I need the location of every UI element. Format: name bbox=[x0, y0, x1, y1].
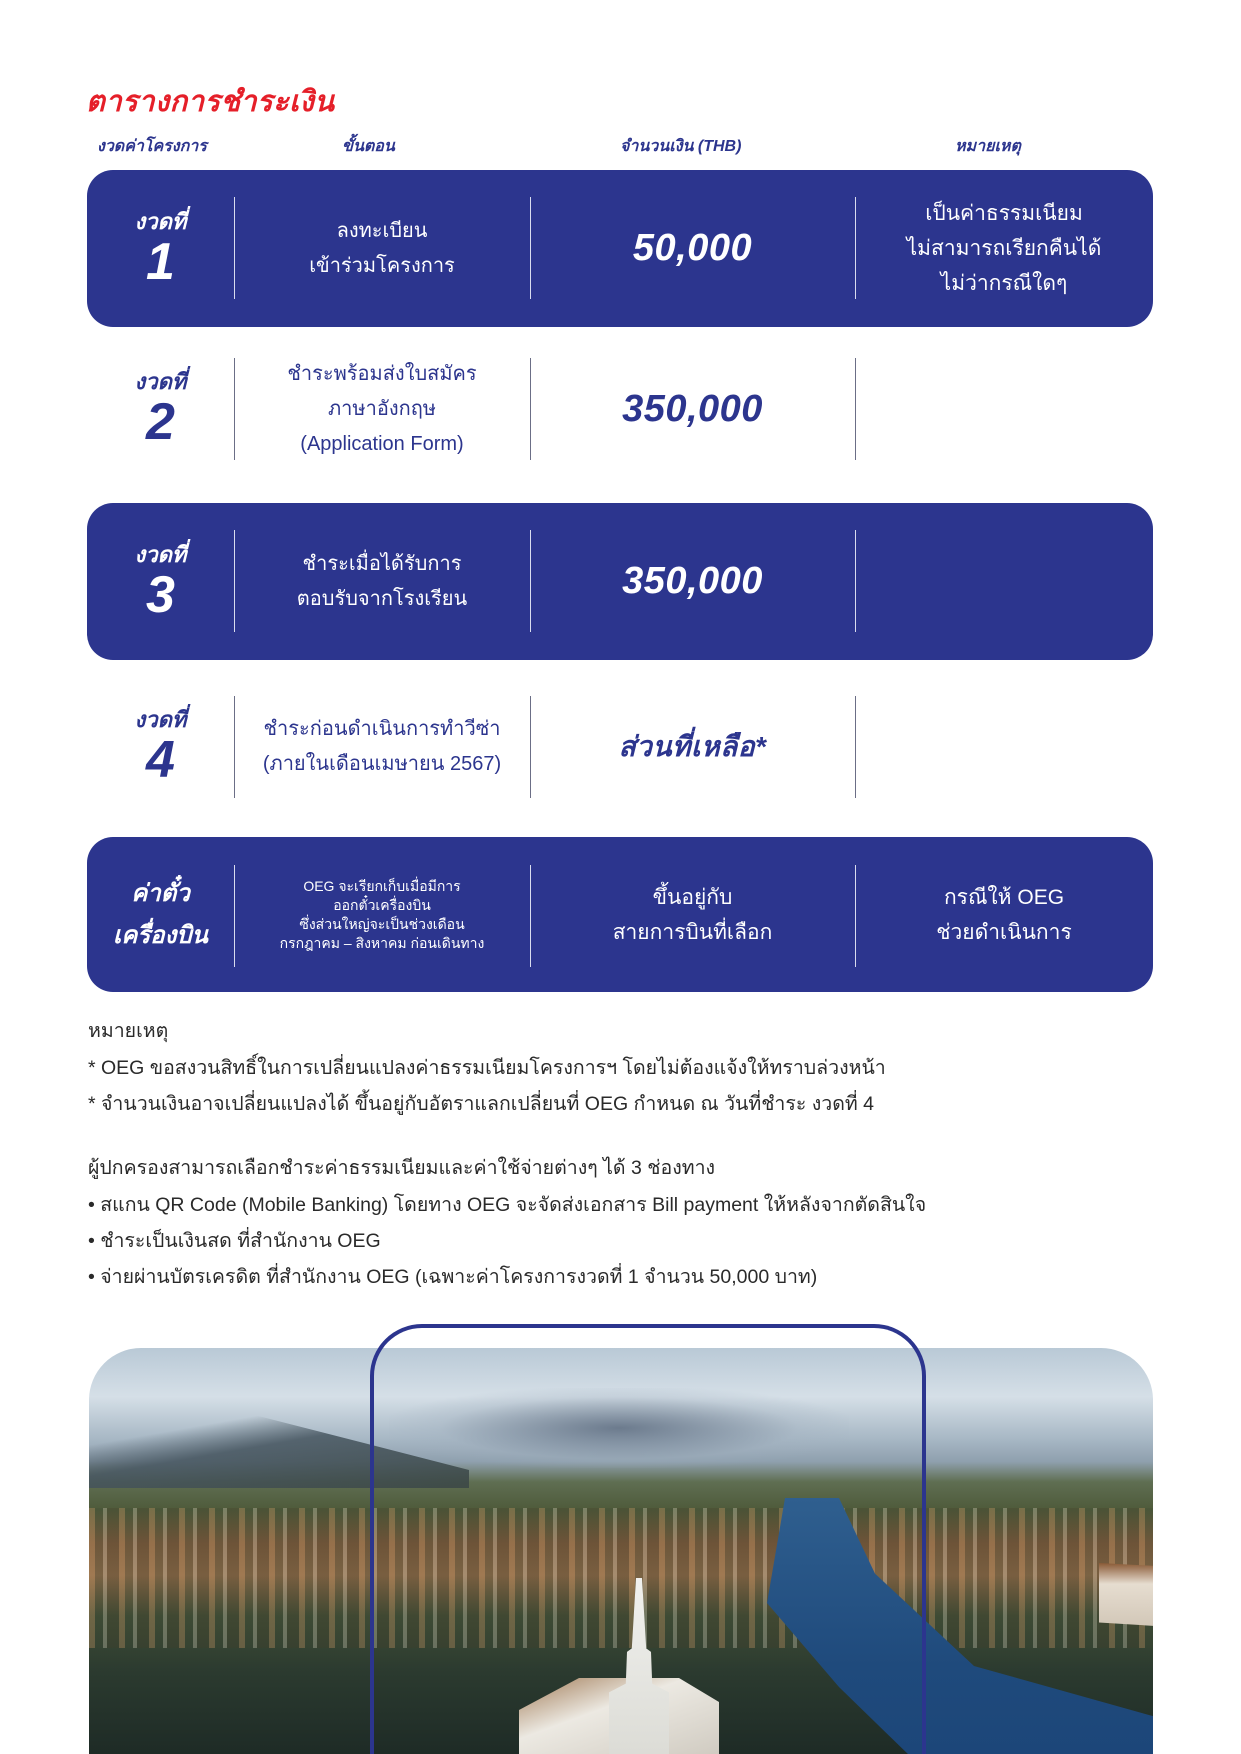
payment-heading: ผู้ปกครองสามารถเลือกชำระค่าธรรมเนียมและค่าใช้จ่ายต่างๆ ได้ 3 ช่องทาง bbox=[88, 1157, 716, 1179]
decorative-frame-outline bbox=[370, 1324, 926, 1754]
amount-value: 50,000 bbox=[632, 227, 753, 269]
amount-cell bbox=[530, 356, 855, 462]
step-line: ชำระก่อนดำเนินการทำวีซ่า bbox=[263, 718, 501, 740]
amount-cell bbox=[530, 694, 855, 800]
amount-value: 350,000 bbox=[622, 560, 763, 602]
step-cell bbox=[234, 170, 530, 327]
amount-line: สายการบินที่เลือก bbox=[612, 920, 773, 944]
step-line: (Application Form) bbox=[300, 432, 464, 455]
step-line: ภาษาอังกฤษ bbox=[327, 397, 436, 420]
installment-row-1 bbox=[87, 170, 1153, 327]
notes-heading: หมายเหตุ bbox=[88, 1020, 169, 1042]
header-installment: งวดค่าโครงการ bbox=[97, 138, 207, 155]
payment-method: • จ่ายผ่านบัตรเครดิต ที่สำนักงาน OEG (เฉพาะค่าโครงการงวดที่ 1 จำนวน 50,000 บาท) bbox=[88, 1266, 818, 1288]
header-step: ขั้นตอน bbox=[342, 138, 395, 155]
amount-cell bbox=[530, 837, 855, 992]
remark-cell bbox=[855, 170, 1153, 327]
installment-label: งวดที่ bbox=[134, 369, 187, 394]
step-cell bbox=[234, 503, 530, 660]
step-line: ชำระเมื่อได้รับการ bbox=[302, 552, 462, 575]
payment-method: • สแกน QR Code (Mobile Banking) โดยทาง OEG จะจัดส่งเอกสาร Bill payment ให้หลังจากตัดสินใจ bbox=[88, 1194, 927, 1216]
remark-line: เป็นค่าธรรมเนียม bbox=[925, 202, 1083, 225]
installment-row-3 bbox=[87, 503, 1153, 660]
step-line: ตอบรับจากโรงเรียน bbox=[296, 587, 468, 610]
step-line: OEG จะเรียกเก็บเมื่อมีการ bbox=[303, 877, 461, 894]
installment-cell bbox=[87, 170, 234, 327]
step-cell bbox=[234, 356, 530, 462]
step-line: (ภายในเดือนเมษายน 2567) bbox=[262, 753, 502, 775]
amount-cell bbox=[530, 170, 855, 327]
airfare-label-line: เครื่องบิน bbox=[113, 921, 208, 949]
airfare-label-line: ค่าตั๋ว bbox=[131, 879, 190, 907]
installment-number: 3 bbox=[146, 565, 175, 624]
remark-line: ช่วยดำเนินการ bbox=[936, 920, 1072, 944]
remark-line: กรณีให้ OEG bbox=[943, 885, 1065, 909]
remark-line: ไม่ว่ากรณีใดๆ bbox=[940, 272, 1068, 295]
amount-value: ส่วนที่เหลือ* bbox=[618, 731, 767, 762]
payment-method: • ชำระเป็นเงินสด ที่สำนักงาน OEG bbox=[88, 1230, 381, 1252]
installment-row-4 bbox=[87, 694, 1153, 800]
installment-label: งวดที่ bbox=[134, 208, 187, 234]
amount-line: ขึ้นอยู่กับ bbox=[652, 885, 733, 909]
amount-cell bbox=[530, 503, 855, 660]
installment-number: 1 bbox=[146, 232, 175, 291]
note-item: * จำนวนเงินอาจเปลี่ยนแปลงได้ ขึ้นอยู่กับอัตราแลกเปลี่ยนที่ OEG กำหนด ณ วันที่ชำระ งวดที่ 4 bbox=[88, 1093, 874, 1115]
installment-number: 4 bbox=[146, 731, 175, 789]
step-cell bbox=[234, 837, 530, 992]
step-line: กรกฎาคม – สิงหาคม ก่อนเดินทาง bbox=[279, 934, 485, 951]
airfare-row bbox=[87, 837, 1153, 992]
installment-number: 2 bbox=[146, 393, 175, 451]
page-title: ตารางการชำระเงิน bbox=[86, 86, 335, 118]
remark-cell bbox=[855, 694, 1153, 800]
note-item: * OEG ขอสงวนสิทธิ์ในการเปลี่ยนแปลงค่าธรรมเนียมโครงการฯ โดยไม่ต้องแจ้งให้ทราบล่วงหน้า bbox=[88, 1057, 886, 1079]
installment-cell bbox=[87, 503, 234, 660]
remark-cell bbox=[855, 503, 1153, 660]
step-line: ซึ่งส่วนใหญ่จะเป็นช่วงเดือน bbox=[299, 915, 465, 932]
step-line: ออกตั๋วเครื่องบิน bbox=[333, 896, 431, 913]
step-cell bbox=[234, 694, 530, 800]
airfare-label-cell bbox=[87, 837, 234, 992]
installment-cell bbox=[87, 694, 234, 800]
remark-line: ไม่สามารถเรียกคืนได้ bbox=[906, 237, 1102, 260]
step-line: ชำระพร้อมส่งใบสมัคร bbox=[287, 362, 477, 385]
installment-label: งวดที่ bbox=[134, 707, 187, 732]
remark-cell bbox=[855, 356, 1153, 462]
installment-cell bbox=[87, 356, 234, 462]
remark-cell bbox=[855, 837, 1153, 992]
step-line: เข้าร่วมโครงการ bbox=[309, 254, 455, 277]
installment-row-2 bbox=[87, 356, 1153, 462]
header-amount: จำนวนเงิน (THB) bbox=[620, 138, 742, 155]
photo-building bbox=[1099, 1563, 1153, 1633]
step-line: ลงทะเบียน bbox=[336, 219, 428, 242]
header-remark: หมายเหตุ bbox=[955, 138, 1021, 155]
installment-label: งวดที่ bbox=[134, 541, 187, 567]
amount-value: 350,000 bbox=[622, 387, 763, 430]
